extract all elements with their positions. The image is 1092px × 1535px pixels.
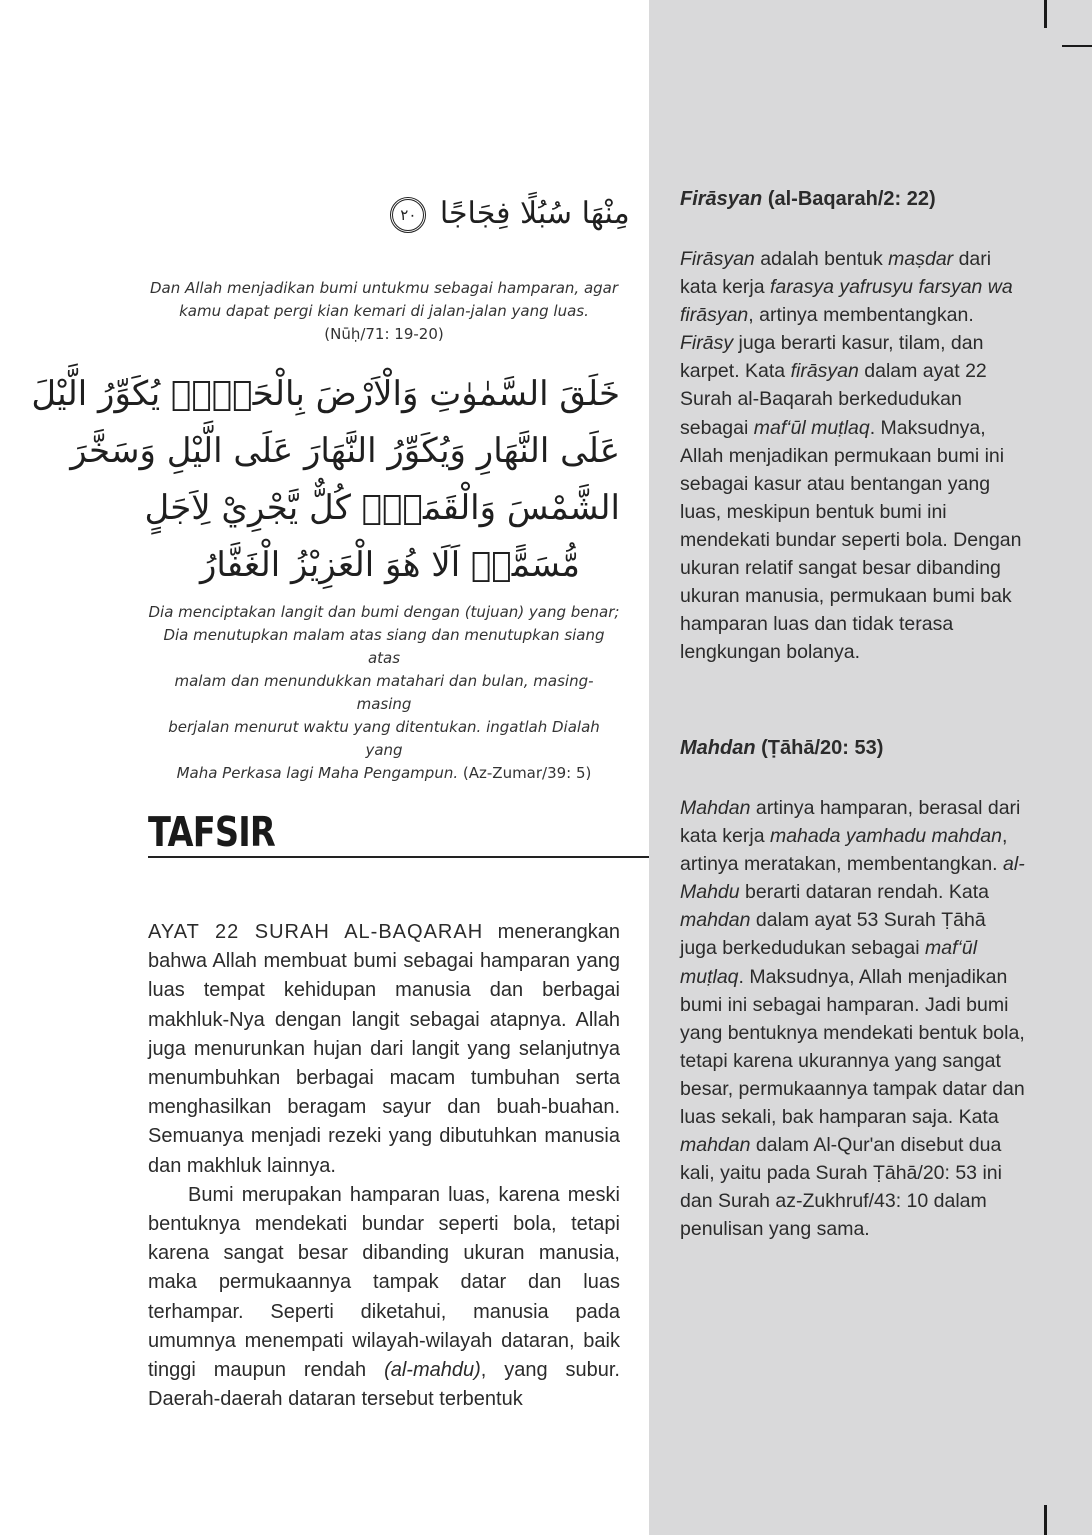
section-title-rule [148, 856, 649, 858]
crop-mark-bottom-vertical [1044, 1505, 1047, 1535]
arabic-line: عَلَى النَّهَارِ وَيُكَوِّرُ النَّهَارَ عَلَى الَّيْلِ وَسَخَّرَ [70, 431, 620, 471]
arabic-verse-fragment [380, 196, 640, 233]
paragraph-lead: AYAT 22 SURAH AL-BAQARAH [148, 921, 484, 943]
arabic-line: الشَّمْسَ وَالْقَمَرَۗ كُلٌّ يَّجْرِيْ لِاَجَلٍ [144, 488, 620, 528]
verse-translation-nuh [148, 277, 620, 346]
translation-line: berjalan menurut waktu yang ditentukan. ingatlah Dialah yang [168, 718, 600, 759]
arabic-line: خَلَقَ السَّمٰوٰتِ وَالْاَرْضَ بِالْحَقِّۚ يُكَوِّرُ الَّيْلَ [31, 374, 620, 414]
arabic-line: مُّسَمًّىۗ اَلَا هُوَ الْعَزِيْزُ الْغَفَّارُ [200, 545, 580, 585]
translation-line: malam dan menundukkan matahari dan bulan, masing-masing [174, 672, 594, 713]
translation-line: kamu dapat pergi kian kemari di jalan-jalan yang luas. [179, 302, 589, 320]
glossary-sidebar-panel [649, 0, 1092, 1535]
section-title: TAFSIR [148, 808, 276, 856]
glossary-term: Mahdan [680, 737, 756, 759]
glossary-term: Firāsyan [680, 188, 763, 210]
body-paragraph: Bumi merupakan hamparan luas, karena meski bentuknya mendekati bundar seperti bola, tetapi karena sangat besar dibanding ukuran manusia, maka permukaannya tampak datar dan luas terhampar. Seperti diketahui, manusia pada umumnya menempati wilayah-wilayah dataran, baik tinggi maupun rendah (al-mahdu), yang subur. Daerah-daerah dataran tersebut terbentuk [148, 1183, 620, 1411]
verse-reference: (Az-Zumar/39: 5) [462, 764, 592, 782]
glossary-reference: (Ṭāhā/20: 53) [755, 737, 884, 759]
body-paragraph: AYAT 22 SURAH AL-BAQARAH menerangkan bahwa Allah membuat bumi sebagai hamparan yang luas tempat kehidupan manusia dan berbagai makhluk-Nya dengan langit sebagai atapnya. Allah juga menurunkan hujan dari langit yang selanjutnya menumbuhkan berbagai macam tumbuhan serta menghasilkan beragam sayur dan buah-buahan. Semuanya menjadi rezeki yang dibutuhkan manusia dan makhluk lainnya. [148, 921, 620, 1177]
arabic-verse-text: مِنْهَا سُبُلًا فِجَاجًا [439, 196, 630, 231]
glossary-reference: (al-Baqarah/2: 22) [762, 188, 936, 210]
crop-mark-top-vertical [1044, 0, 1047, 28]
verse-reference: (Nūḥ/71: 19-20) [324, 325, 444, 343]
glossary-term-heading [680, 737, 1040, 760]
glossary-definition: Mahdan artinya hamparan, berasal dari kata kerja mahada yamhadu mahdan, artinya meratakan, membentangkan. al-Mahdu berarti dataran rendah. Kata mahdan dalam ayat 53 Surah Ṭāhā juga berkedudukan sebagai maf‘ūl muṭlaq. Maksudnya, Allah menjadikan bumi ini sebagai hamparan. Jadi bumi yang bentuknya mendekati bentuk bola, tetapi karena ukurannya yang sangat besar, permukaannya tampak datar dan luas sekali, bak hamparan saja. Kata mahdan dalam Al-Qur'an disebut dua kali, yaitu pada Surah Ṭāhā/20: 53 ini dan Surah az-Zukhruf/43: 10 dalam penulisan yang sama. [680, 797, 1025, 1241]
crop-mark-top-horizontal [1062, 45, 1092, 47]
verse-translation-az-zumar [148, 601, 620, 785]
tafsir-body [148, 918, 620, 1414]
glossary-term-heading [680, 188, 1040, 211]
translation-line: Dia menutupkan malam atas siang dan menutupkan siang atas [163, 626, 605, 667]
glossary-definition: Firāsyan adalah bentuk maṣdar dari kata kerja farasya yafrusyu farsyan wa firāsyan, artinya membentangkan. Firāsy juga berarti kasur, tilam, dan karpet. Kata firāsyan dalam ayat 22 Surah al-Baqarah berkedudukan sebagai maf‘ūl muṭlaq. Maksudnya, Allah menjadikan permukaan bumi ini sebagai kasur atau bentangan yang luas, meskipun bentuk bumi ini mendekati bundar seperti bola. Dengan ukuran relatif sangat besar dibanding ukuran manusia, permukaan bumi bak hamparan luas dan tidak terasa lengkungan bolanya. [680, 248, 1022, 664]
translation-line: Maha Perkasa lagi Maha Pengampun. [176, 764, 459, 782]
ayah-number-marker: ٢٠ [390, 197, 426, 233]
translation-line: Dia menciptakan langit dan bumi dengan (tujuan) yang benar; [148, 603, 620, 621]
translation-line: Dan Allah menjadikan bumi untukmu sebagai hamparan, agar [149, 279, 619, 297]
arabic-verse-az-zumar [31, 366, 620, 594]
